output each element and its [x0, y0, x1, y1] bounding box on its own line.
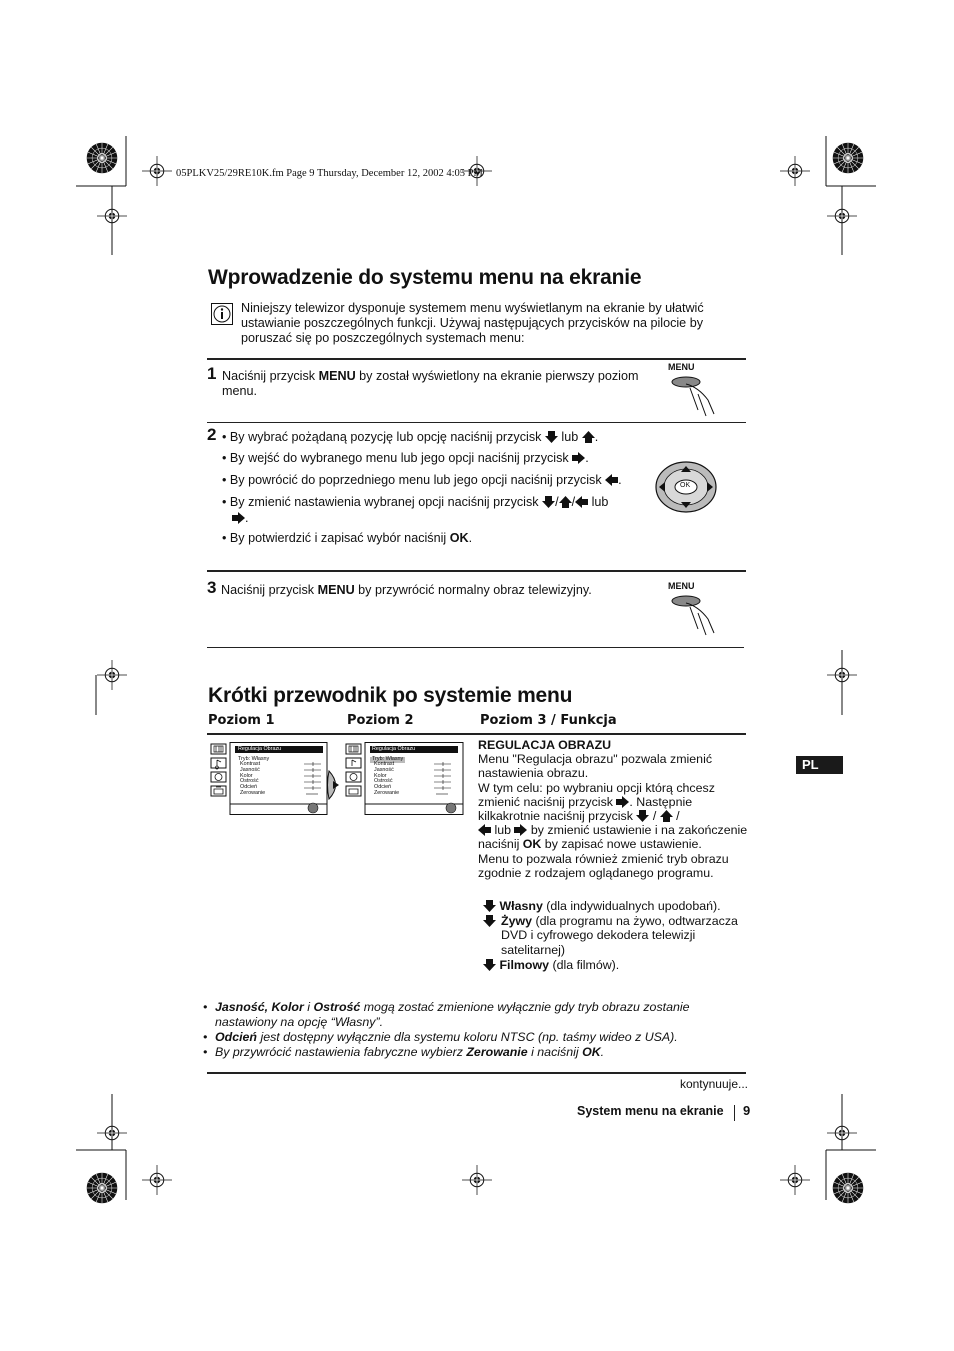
step-2-bullet-2: • By wejść do wybranego menu lub jego opcji naciśnij przycisk .	[222, 451, 589, 465]
arrow-up-icon	[660, 810, 673, 822]
menu-label: MENU	[668, 581, 695, 591]
arrow-right-icon	[572, 452, 585, 464]
arrow-up-icon	[559, 496, 572, 508]
divider	[207, 647, 744, 648]
menu-screen-level-2	[344, 742, 464, 816]
divider	[207, 358, 746, 360]
menu-item: Ostrość	[240, 778, 259, 784]
arrow-down-icon	[545, 431, 558, 443]
menu-title: Regulacja Obrazu	[372, 746, 416, 752]
regulacja-p3: Menu to pozwala również zmienić tryb obrazu zgodnie z rodzajem oglądanego programu.	[478, 851, 729, 880]
section-title-intro: Wprowadzenie do systemu menu na ekranie	[208, 266, 642, 289]
note-item: • Jasność, Kolor i Ostrość mogą zostać zmienione wyłącznie gdy tryb obrazu zostanie nastawiony na opcję “Własny”.	[203, 1000, 690, 1029]
menu-item: Odcień	[240, 784, 258, 790]
menu-item: Odcień	[374, 784, 392, 790]
step-2-bullet-3: • By powrócić do poprzedniego menu lub jego opcji naciśnij przycisk .	[222, 473, 622, 487]
regulacja-heading: REGULACJA OBRAZU	[478, 738, 612, 752]
mode-item: Filmowy (dla filmów).	[483, 958, 748, 972]
notes	[203, 1000, 748, 1060]
note-item: • Odcień jest dostępny wyłącznie dla systemu koloru NTSC (np. taśmy wideo z USA).	[203, 1030, 678, 1044]
level-2-heading: Poziom 2	[347, 713, 414, 728]
regulacja-p2: W tym celu: po wybraniu opcji którą chcesz zmienić naciśnij przycisk . Następnie kilkakrotnie naciśnij przycisk / / lub by zmienić ustawienie i na zakończenie naciśnij OK by zapisać nowe ustawienie.	[478, 780, 748, 852]
page-number: 9	[743, 1103, 751, 1118]
menu-item: Zerowanie	[374, 790, 400, 796]
divider	[207, 733, 746, 735]
step-3-text: Naciśnij przycisk MENU by przywrócić normalny obraz telewizyjny.	[221, 583, 592, 597]
arrow-right-icon	[232, 512, 245, 524]
menu-button-illustration	[668, 581, 728, 639]
arrow-left-icon	[605, 474, 618, 486]
arrow-up-icon	[582, 431, 595, 443]
step-number-3: 3	[207, 578, 217, 597]
step-number-1: 1	[207, 364, 217, 383]
hand-pressing-icon	[668, 372, 728, 418]
step-2-bullet-1: • By wybrać pożądaną pozycję lub opcję naciśnij przycisk lub .	[222, 430, 599, 444]
remote-dpad-illustration	[655, 461, 717, 513]
menu-item: Kolor	[240, 773, 253, 779]
step-number-2: 2	[207, 425, 217, 444]
menu-item: Tryb: Własny	[238, 756, 270, 762]
info-icon	[211, 303, 233, 325]
arrow-down-icon	[483, 915, 496, 927]
arrow-down-icon	[542, 496, 555, 508]
mode-item: Własny (dla indywidualnych upodobań).	[483, 899, 748, 913]
section-title-guide: Krótki przewodnik po systemie menu	[208, 684, 573, 707]
step-2-bullet-5: • By potwierdzić i zapisać wybór naciśnij OK.	[222, 531, 473, 545]
menu-label: MENU	[668, 362, 695, 372]
footer-section-title: System menu na ekranie	[577, 1104, 724, 1118]
divider	[207, 1072, 746, 1074]
menu-item: Kolor	[374, 773, 387, 779]
regulacja-obrazu-description	[478, 738, 748, 880]
footer-divider	[734, 1105, 735, 1121]
language-badge: PL	[796, 756, 843, 774]
menu-item: Jasność	[240, 767, 260, 773]
menu-item: Zerowanie	[240, 790, 266, 796]
file-info: 05PLKV25/29RE10K.fm Page 9 Thursday, December 12, 2002 4:05 PM	[176, 168, 483, 179]
menu-item: Jasność	[374, 767, 394, 773]
divider	[207, 422, 746, 423]
arrow-down-icon	[636, 810, 649, 822]
menu-button-illustration	[668, 362, 728, 420]
note-item: • By przywrócić nastawienia fabryczne wybierz Zerowanie i naciśnij OK.	[203, 1045, 605, 1059]
menu-screen-level-1	[210, 742, 328, 816]
dpad-right-press-icon	[327, 770, 343, 800]
menu-item: Kontrast	[374, 761, 395, 767]
continued-label: kontynuuje...	[679, 1077, 748, 1091]
divider	[207, 570, 746, 572]
arrow-left-icon	[575, 496, 588, 508]
arrow-down-icon	[483, 900, 496, 912]
menu-title: Regulacja Obrazu	[238, 746, 282, 752]
menu-item: Kontrast	[240, 761, 261, 767]
arrow-down-icon	[483, 959, 496, 971]
mode-item: Żywy (dla programu na żywo, odtwarzacza DVD i cyfrowego dekodera telewizji satelitarnej)	[483, 914, 748, 957]
picture-modes-list	[483, 899, 748, 972]
level-3-heading: Poziom 3 / Funkcja	[480, 713, 617, 728]
regulacja-p1: Menu "Regulacja obrazu" pozwala zmienić nastawienia obrazu.	[478, 752, 713, 781]
step-2-bullet-4: • By zmienić nastawienia wybranej opcji naciśnij przycisk / / lub	[222, 495, 609, 509]
arrow-left-icon	[478, 824, 491, 836]
arrow-right-icon	[616, 796, 629, 808]
ok-button-label: OK	[680, 482, 691, 489]
hand-pressing-icon	[668, 591, 728, 637]
menu-item-selected: Tryb: Własny	[372, 756, 404, 762]
intro-paragraph: Niniejszy telewizor dysponuje systemem menu wyświetlanym na ekranie by ułatwić ustawianie poszczególnych funkcji. Używaj następujących przycisków na pilocie by poruszać się po poszczególnych systemach menu:	[241, 301, 704, 345]
arrow-right-icon	[514, 824, 527, 836]
step-1-text: Naciśnij przycisk MENU by został wyświetlony na ekranie pierwszy poziom menu.	[222, 369, 639, 398]
step-2-bullet-4-cont: .	[232, 511, 249, 526]
menu-item: Ostrość	[374, 778, 393, 784]
level-1-heading: Poziom 1	[208, 713, 275, 728]
